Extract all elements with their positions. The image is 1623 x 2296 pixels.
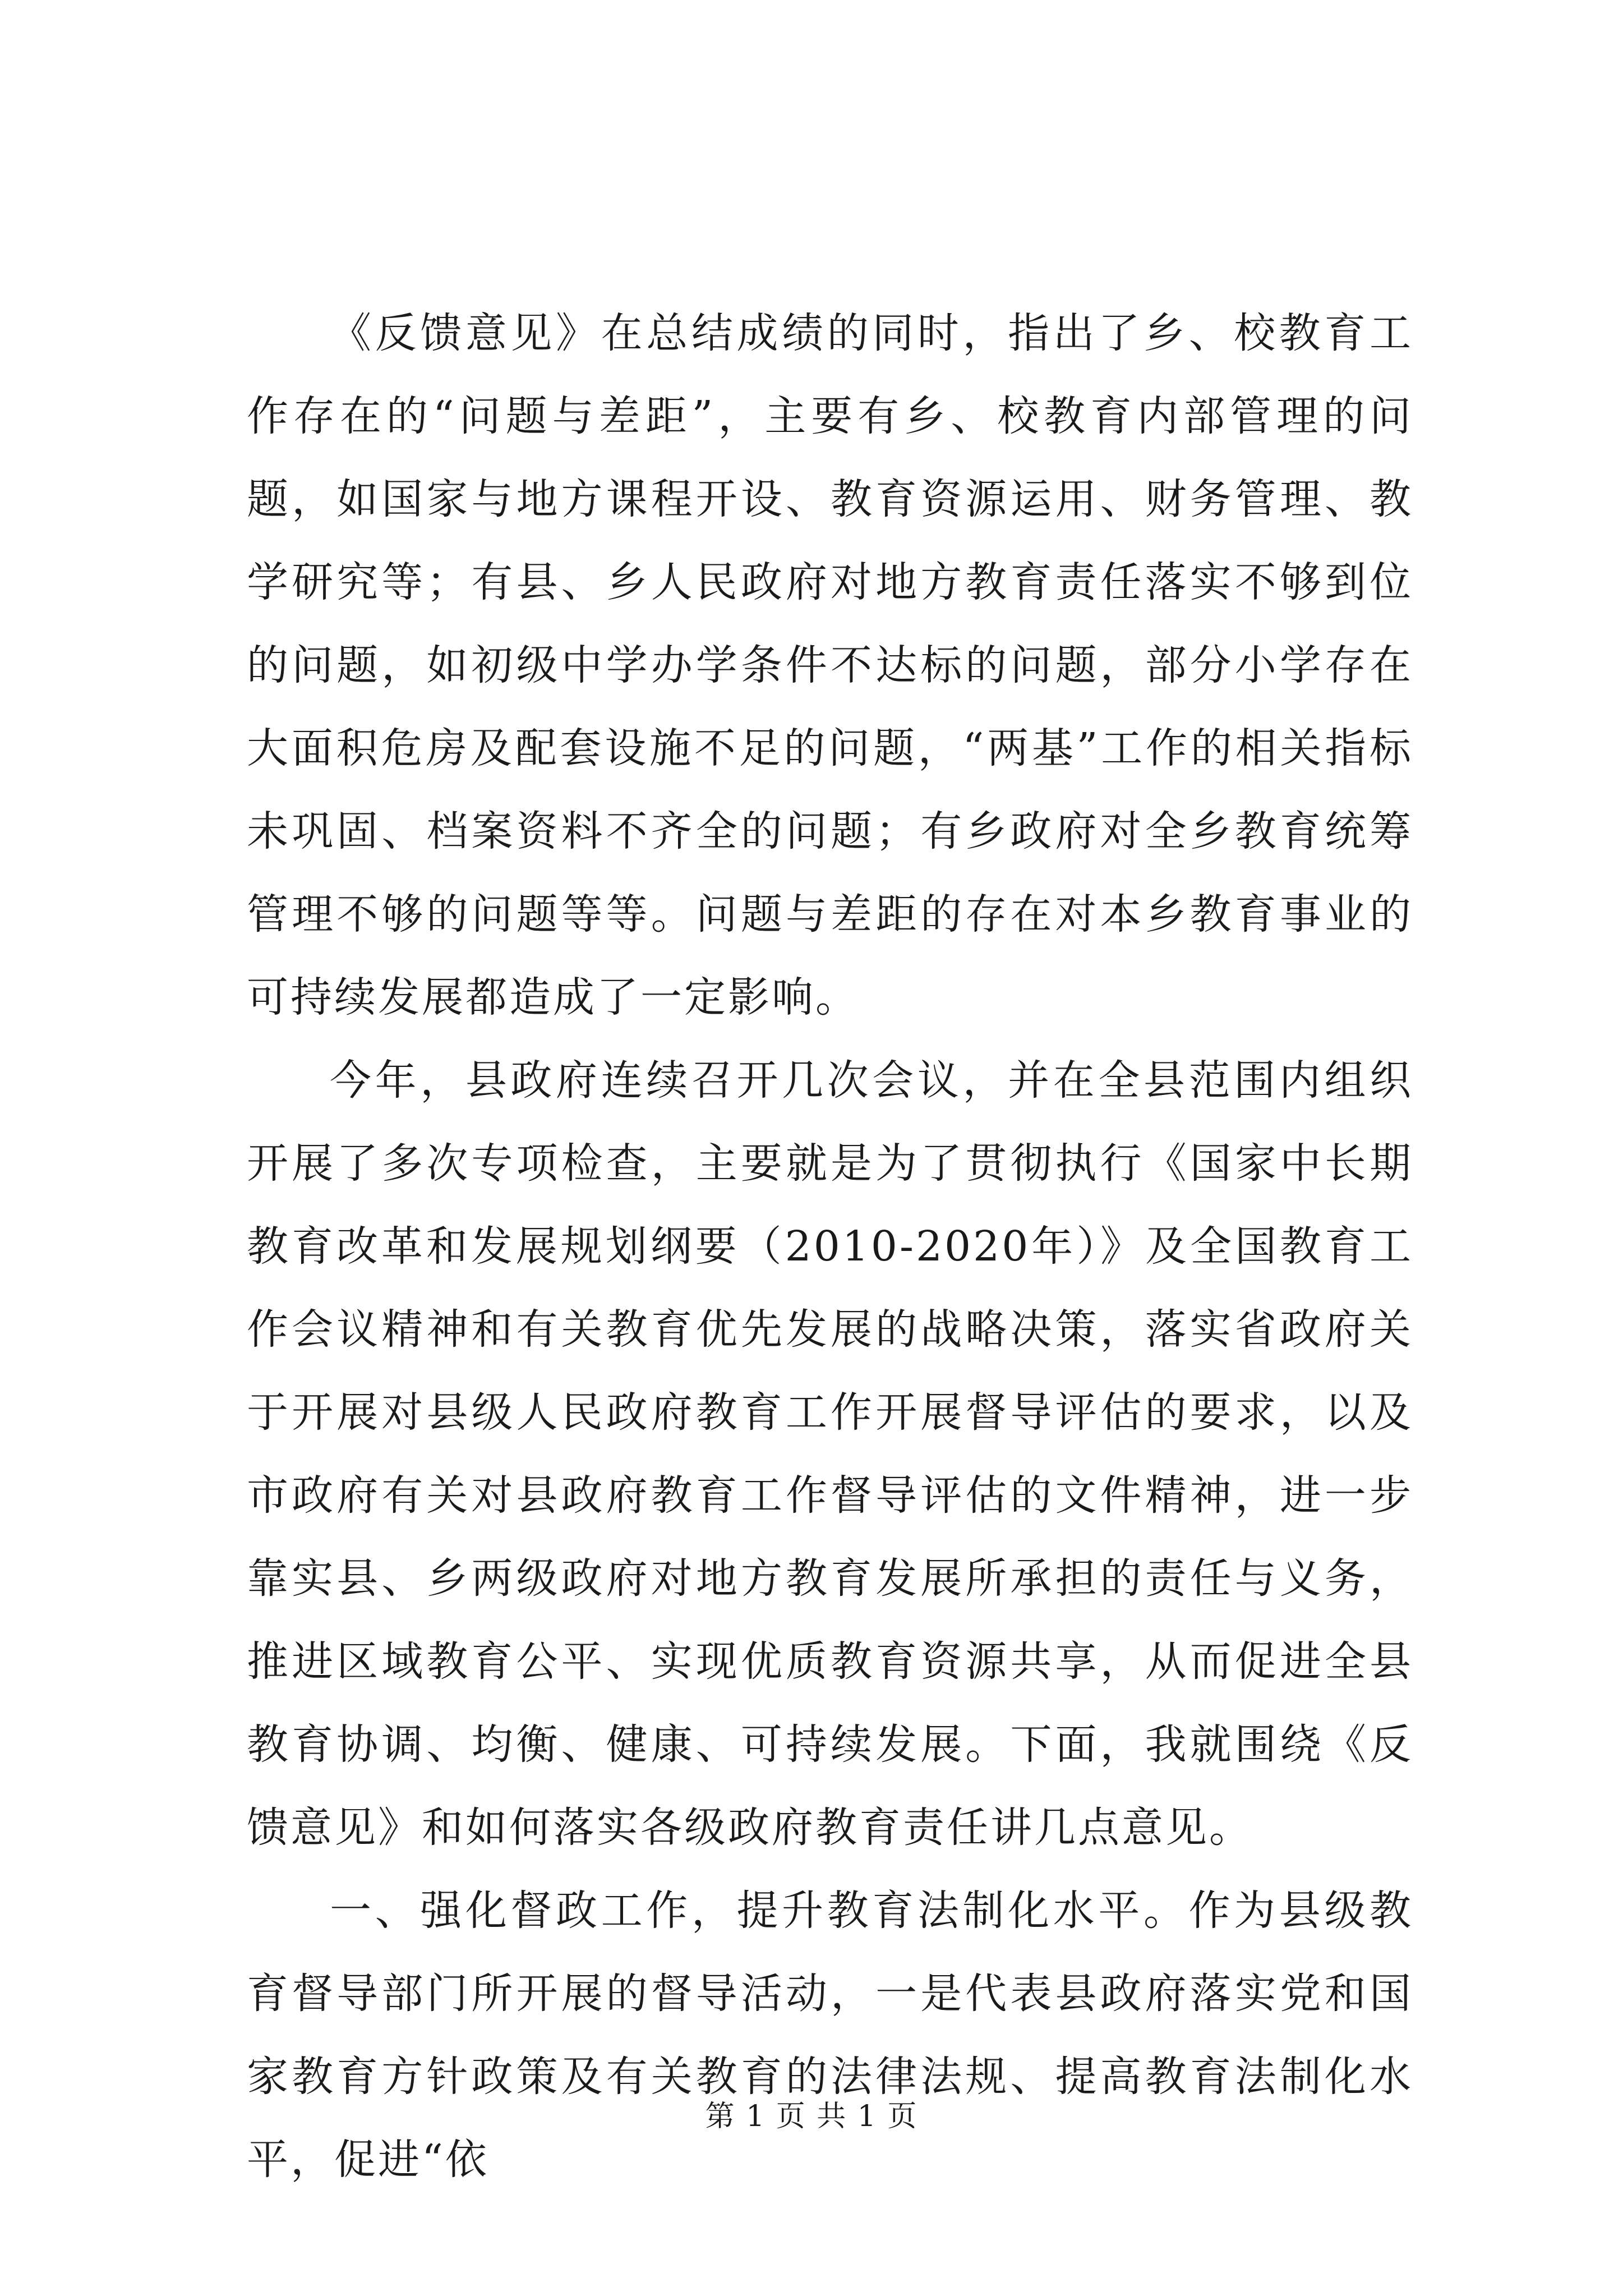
- paragraph-strengthen-supervision: 一、强化督政工作，提升教育法制化水平。作为县级教育督导部门所开展的督导活动，一是代表县政府落实党和国家教育方针政策及有关教育的法律法规、提高教育法制化水平，促进“依: [247, 1887, 1413, 2184]
- document-body: [247, 292, 1413, 2201]
- page-footer: 第 1 页 共 1 页: [705, 2100, 918, 2133]
- paragraph-feedback-issues: 《反馈意见》在总结成绩的同时，指出了乡、校教育工作存在的“问题与差距”，主要有乡、校教育内部管理的问题，如国家与地方课程开设、教育资源运用、财务管理、教学研究等；有县、乡人民政府对地方教育责任落实不够到位的问题，如初级中学办学条件不达标的问题，部分小学存在大面积危房及配套设施不足的问题，“两基”工作的相关指标未巩固、档案资料不齐全的问题；有乡政府对全乡教育统筹管理不够的问题等等。问题与差距的存在对本乡教育事业的可持续发展都造成了一定影响。: [247, 309, 1413, 1022]
- paragraph-county-meetings: 今年，县政府连续召开几次会议，并在全县范围内组织开展了多次专项检查，主要就是为了贯彻执行《国家中长期教育改革和发展规划纲要（2010-2020年）》及全国教育工作会议精神和有关教育优先发展的战略决策，落实省政府关于开展对县级人民政府教育工作开展督导评估的要求，以及市政府有关对县政府教育工作督导评估的文件精神，进一步靠实县、乡两级政府对地方教育发展所承担的责任与义务，推进区域教育公平、实现优质教育资源共享，从而促进全县教育协调、均衡、健康、可持续发展。下面，我就围绕《反馈意见》和如何落实各级政府教育责任讲几点意见。: [247, 1056, 1413, 1852]
